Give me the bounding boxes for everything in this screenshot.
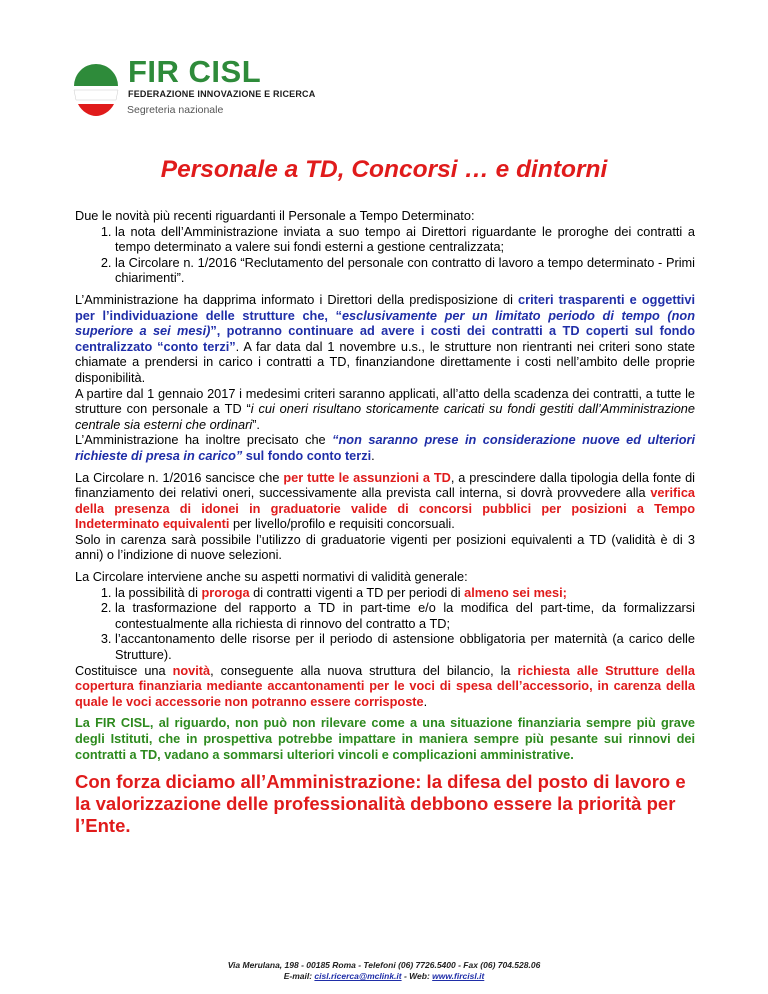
text-span: , a prescindere dalla tipologia della fonte di finanziamento dei relativi oneri, successivamente alla prevista call interna, si dovrà provvedere alla <box>75 469 695 501</box>
web-link[interactable]: www.fircisl.it <box>432 971 485 981</box>
fir-cisl-logo-icon <box>70 56 122 118</box>
text-italic: i cui oneri risultano storicamente caricati su fondi gestiti dall’Amministrazione centrale sia esterni che ordinari <box>75 401 695 432</box>
intro-item: 1. la nota dell’Amministrazione inviata a suo tempo ai Direttori riguardante le proroghe dei contratti a tempo determinato a valere sui fondi esterni a gestione centralizzata; <box>115 224 695 255</box>
document-body <box>75 208 695 837</box>
text-span: La Circolare n. 1/2016 sancisce che <box>75 469 284 485</box>
text-span: . <box>423 693 428 709</box>
intro-item: 2. la Circolare n. 1/2016 “Reclutamento del personale con contratto di lavoro a tempo determinato - Primi chiarimenti”. <box>115 255 695 286</box>
logo-name: FIR CISL <box>128 54 262 89</box>
text-span: la possibilità di <box>115 584 202 600</box>
paragraph-circolare <box>75 470 695 532</box>
logo-subtitle: FEDERAZIONE INNOVAZIONE E RICERCA <box>128 89 316 99</box>
intro-list <box>75 224 695 286</box>
text-span: . <box>371 447 375 463</box>
email-link[interactable]: cisl.ricerca@mclink.it <box>314 971 402 981</box>
intro-text: Due le novità più recenti riguardanti il Personale a Tempo Determinato: <box>75 208 475 223</box>
text-span: L’Amministrazione ha inoltre precisato che <box>75 432 333 448</box>
paragraph-2017 <box>75 386 695 433</box>
paragraph-precisato <box>75 432 695 463</box>
paragraph-criteria <box>75 292 695 386</box>
paragraph-normativi: La Circolare interviene anche su aspetti normativi di validità generale: <box>75 569 468 585</box>
normativi-item: 3. l’accantonamento delle risorse per il periodo di astensione obbligatoria per maternità (a carico delle Strutture). <box>115 631 695 662</box>
footer-contacts <box>0 971 768 982</box>
highlight-red: almeno sei mesi; <box>464 584 567 600</box>
text-span: , conseguente alla nuova struttura del bilancio, la <box>210 662 518 678</box>
text-span: per livello/profilo e requisiti concorsuali. <box>229 516 455 532</box>
text-span: L’Amministrazione ha dapprima informato i Direttori della predisposizione di <box>75 291 519 307</box>
paragraph-novita <box>75 663 695 710</box>
highlight-red: novità <box>172 662 211 678</box>
highlight-red: verifica della presenza di idonei in graduatorie valide di concorsi pubblici per posizioni a Tempo Indeterminato equivalenti <box>75 485 695 532</box>
highlight-blue-italic: “non saranno prese in considerazione nuove ed ulteriori richieste di presa in carico” <box>75 432 695 463</box>
text-span: A partire dal 1 gennaio 2017 i medesimi criteri saranno applicati, all’atto della scadenza dei contratti, a tutte le strutture con personale a TD “ <box>75 385 695 417</box>
highlight-blue-italic: esclusivamente per un limitato periodo di tempo (non superiore a sei mesi) <box>75 307 696 339</box>
normativi-item <box>115 585 695 601</box>
highlight-red: per tutte le assunzioni a TD <box>283 469 451 485</box>
closing-statement: Con forza diciamo all’Amministrazione: la difesa del posto di lavoro e la valorizzazione delle professionalità debbono essere la priorità per l’Ente. <box>75 771 686 837</box>
text-span: ”. <box>252 416 260 432</box>
highlight-blue: ”, potranno continuare ad avere i costi dei contratti a TD coperti sul fondo centralizzato “conto terzi” <box>75 323 695 354</box>
footer <box>0 960 768 982</box>
email-label: E-mail: <box>283 971 315 981</box>
web-label: - Web: <box>401 971 433 981</box>
footer-address: Via Merulana, 198 - 00185 Roma - Telefoni (06) 7726.5400 - Fax (06) 704.528.06 <box>227 960 541 970</box>
highlight-blue: criteri trasparenti e oggettivi per l’individuazione delle strutture che, “ <box>75 291 695 323</box>
highlight-blue: sul fondo conto terzi <box>242 447 372 463</box>
document-title: Personale a TD, Concorsi … e dintorni <box>160 156 608 183</box>
text-span: Costituisce una <box>75 662 173 678</box>
normativi-item: 2. la trasformazione del rapporto a TD in part-time e/o la modifica del part-time, da formalizzarsi contestualmente alla richiesta di rinnovo del contratto a TD; <box>115 600 695 631</box>
normativi-list <box>75 585 695 663</box>
paragraph-carenza: Solo in carenza sarà possibile l’utilizzo di graduatorie vigenti per posizioni equivalenti a TD (validità è di 3 anni) o l’indizione di nuove selezioni. <box>75 531 695 563</box>
secretariat-label: Segreteria nazionale <box>127 104 224 116</box>
text-span: . A far data dal 1 novembre u.s., le strutture non rientranti nei criteri sono state chiamate a prendersi in carico i contratti a TD, finanziandone direttamente i costi nell’ambito delle proprie disponibilità. <box>75 338 695 385</box>
text-span: di contratti vigenti a TD per periodi di <box>249 584 465 600</box>
highlight-red: richiesta alle Strutture della copertura finanziaria mediante accantonamenti per le voci di spesa dell’accessorio, in carenza della quale le voci accessorie non potranno essere corrisposte <box>75 662 695 709</box>
highlight-red: proroga <box>201 584 250 600</box>
paragraph-fir-cisl: La FIR CISL, al riguardo, non può non rilevare come a una situazione finanziaria sempre più grave degli Istituti, che in prospettiva potrebbe impattare in maniera sempre più pesante sui rinnovi dei contratti a TD, vadano a sommarsi ulteriori vincoli e complicazioni amministrative. <box>75 715 695 762</box>
